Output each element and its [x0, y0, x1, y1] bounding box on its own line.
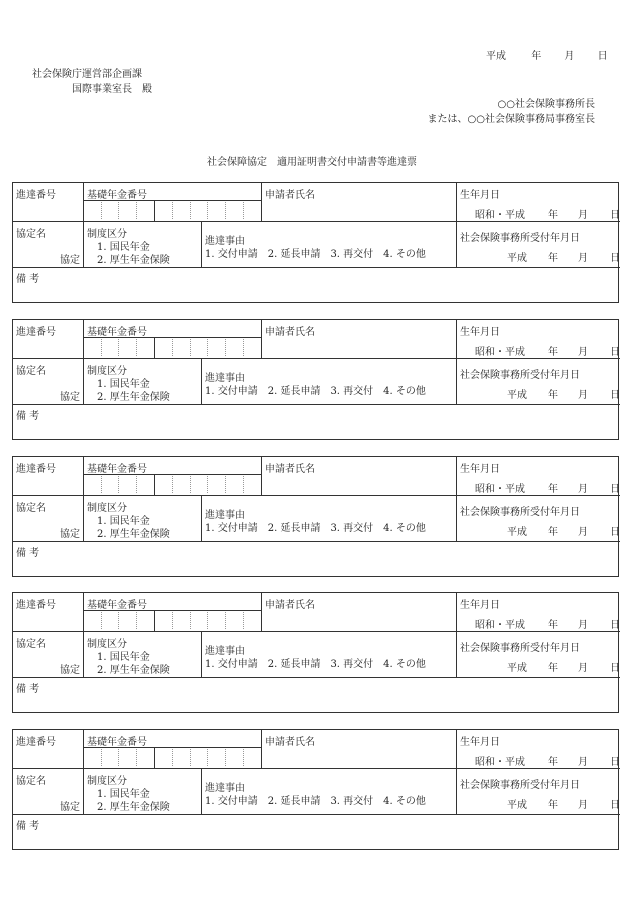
col-divider: [83, 593, 84, 677]
col-divider: [83, 320, 84, 404]
digit-separator: [225, 339, 226, 356]
office-month: 月: [578, 253, 588, 264]
col-divider: [83, 183, 84, 267]
system-option-employees-pension: 2. 厚生年金保険: [97, 255, 170, 266]
birth-month: 月: [578, 347, 588, 358]
digit-separator: [225, 749, 226, 766]
page-title: 社会保障協定 適用証明書交付申請書等進達票: [207, 157, 417, 168]
digit-separator: [243, 339, 244, 356]
agreement-suffix: 協定: [60, 529, 80, 540]
applicant-name-label: 申請者氏名: [265, 737, 315, 748]
digit-separator: [118, 339, 119, 356]
digit-separator: [118, 476, 119, 493]
office-era: 平成: [507, 800, 527, 811]
col-divider: [201, 358, 202, 404]
applicant-name-label: 申請者氏名: [265, 464, 315, 475]
birth-year: 年: [548, 347, 558, 358]
col-divider: [201, 495, 202, 541]
office-day: 日: [610, 800, 620, 811]
agreement-name-label: 協定名: [16, 229, 46, 240]
birth-era: 昭和・平成: [475, 347, 525, 358]
date-era: 平成: [486, 51, 506, 62]
office-received-label: 社会保険事務所受付年月日: [460, 233, 580, 244]
digit-separator: [243, 749, 244, 766]
digit-separator: [225, 202, 226, 219]
row-divider: [13, 631, 620, 632]
row-divider: [13, 267, 620, 268]
agreement-name-label: 協定名: [16, 776, 46, 787]
pension-no-group-divider: [154, 610, 155, 631]
applicant-name-label: 申請者氏名: [265, 327, 315, 338]
office-day: 日: [610, 253, 620, 264]
pension-no-label: 基礎年金番号: [87, 190, 147, 201]
col-divider: [261, 320, 262, 358]
transmittal-no-label: 進達番号: [16, 600, 56, 611]
digit-separator: [101, 476, 102, 493]
reason-label: 進達事由: [205, 373, 245, 384]
system-option-employees-pension: 2. 厚生年金保険: [97, 665, 170, 676]
birth-month: 月: [578, 620, 588, 631]
applicant-name-label: 申請者氏名: [265, 600, 315, 611]
birth-day: 日: [610, 484, 620, 495]
digit-separator: [136, 476, 137, 493]
remarks-label: 備 考: [16, 274, 40, 285]
col-divider: [261, 183, 262, 221]
col-divider: [201, 221, 202, 267]
transmittal-form-block: [12, 182, 619, 303]
transmittal-form-block: [12, 729, 619, 850]
system-option-employees-pension: 2. 厚生年金保険: [97, 392, 170, 403]
digit-separator: [207, 202, 208, 219]
digit-separator: [118, 749, 119, 766]
birth-month: 月: [578, 484, 588, 495]
col-divider: [456, 183, 457, 267]
digit-separator: [118, 202, 119, 219]
row-divider: [13, 768, 620, 769]
pension-no-label: 基礎年金番号: [87, 464, 147, 475]
office-year: 年: [548, 253, 558, 264]
row-divider: [13, 404, 620, 405]
digit-separator: [207, 612, 208, 629]
col-divider: [456, 320, 457, 404]
agreement-name-label: 協定名: [16, 639, 46, 650]
reason-label: 進達事由: [205, 783, 245, 794]
office-received-label: 社会保険事務所受付年月日: [460, 643, 580, 654]
col-divider: [456, 457, 457, 541]
col-divider: [261, 730, 262, 768]
system-option-national-pension: 1. 国民年金: [97, 652, 150, 663]
office-year: 年: [548, 800, 558, 811]
birth-date-label: 生年月日: [460, 464, 500, 475]
system-type-label: 制度区分: [87, 366, 127, 377]
birth-date-label: 生年月日: [460, 600, 500, 611]
system-option-employees-pension: 2. 厚生年金保険: [97, 802, 170, 813]
office-era: 平成: [507, 663, 527, 674]
office-day: 日: [610, 527, 620, 538]
sender-line2: または、○○社会保険事務局事務室長: [427, 114, 595, 125]
office-day: 日: [610, 663, 620, 674]
remarks-label: 備 考: [16, 821, 40, 832]
digit-separator: [101, 749, 102, 766]
row-divider: [13, 221, 620, 222]
digit-separator: [190, 339, 191, 356]
agreement-name-label: 協定名: [16, 503, 46, 514]
system-option-national-pension: 1. 国民年金: [97, 242, 150, 253]
reason-options: 1. 交付申請 2. 延長申請 3. 再交付 4. その他: [205, 386, 426, 397]
digit-separator: [207, 749, 208, 766]
col-divider: [261, 593, 262, 631]
office-received-label: 社会保険事務所受付年月日: [460, 780, 580, 791]
birth-year: 年: [548, 620, 558, 631]
sender-line1: ○○社会保険事務所長: [497, 99, 595, 110]
system-option-national-pension: 1. 国民年金: [97, 789, 150, 800]
digit-separator: [101, 339, 102, 356]
digit-separator: [136, 612, 137, 629]
digit-separator: [136, 749, 137, 766]
digit-separator: [225, 476, 226, 493]
digit-separator: [225, 612, 226, 629]
date-year: 年: [531, 51, 542, 62]
birth-date-label: 生年月日: [460, 327, 500, 338]
digit-separator: [190, 202, 191, 219]
transmittal-no-label: 進達番号: [16, 327, 56, 338]
col-divider: [201, 631, 202, 677]
digit-separator: [172, 612, 173, 629]
digit-separator: [207, 476, 208, 493]
transmittal-form-block: [12, 456, 619, 577]
date-day: 日: [597, 51, 608, 62]
pension-no-label: 基礎年金番号: [87, 327, 147, 338]
col-divider: [201, 768, 202, 814]
pension-no-group-divider: [154, 337, 155, 358]
digit-separator: [243, 612, 244, 629]
office-month: 月: [578, 390, 588, 401]
remarks-label: 備 考: [16, 548, 40, 559]
office-era: 平成: [507, 253, 527, 264]
row-divider: [13, 495, 620, 496]
reason-label: 進達事由: [205, 646, 245, 657]
transmittal-no-label: 進達番号: [16, 464, 56, 475]
system-type-label: 制度区分: [87, 503, 127, 514]
row-divider: [13, 814, 620, 815]
addressee-line2: 国際事業室長 殿: [72, 84, 152, 95]
digit-separator: [172, 476, 173, 493]
transmittal-no-label: 進達番号: [16, 737, 56, 748]
pension-no-label: 基礎年金番号: [87, 737, 147, 748]
reason-label: 進達事由: [205, 510, 245, 521]
office-era: 平成: [507, 527, 527, 538]
birth-date-label: 生年月日: [460, 737, 500, 748]
digit-separator: [190, 476, 191, 493]
date-month: 月: [564, 51, 575, 62]
digit-separator: [101, 612, 102, 629]
digit-separator: [243, 476, 244, 493]
agreement-name-label: 協定名: [16, 366, 46, 377]
office-received-label: 社会保険事務所受付年月日: [460, 507, 580, 518]
birth-day: 日: [610, 347, 620, 358]
transmittal-no-label: 進達番号: [16, 190, 56, 201]
birth-era: 昭和・平成: [475, 210, 525, 221]
reason-options: 1. 交付申請 2. 延長申請 3. 再交付 4. その他: [205, 659, 426, 670]
applicant-name-label: 申請者氏名: [265, 190, 315, 201]
agreement-suffix: 協定: [60, 802, 80, 813]
digit-separator: [172, 339, 173, 356]
birth-era: 昭和・平成: [475, 757, 525, 768]
agreement-suffix: 協定: [60, 255, 80, 266]
birth-day: 日: [610, 757, 620, 768]
office-month: 月: [578, 663, 588, 674]
agreement-suffix: 協定: [60, 392, 80, 403]
col-divider: [456, 593, 457, 677]
system-option-national-pension: 1. 国民年金: [97, 516, 150, 527]
birth-month: 月: [578, 757, 588, 768]
digit-separator: [190, 612, 191, 629]
reason-label: 進達事由: [205, 236, 245, 247]
office-year: 年: [548, 663, 558, 674]
birth-year: 年: [548, 210, 558, 221]
digit-separator: [243, 202, 244, 219]
office-received-label: 社会保険事務所受付年月日: [460, 370, 580, 381]
pension-no-group-divider: [154, 200, 155, 221]
system-option-national-pension: 1. 国民年金: [97, 379, 150, 390]
birth-era: 昭和・平成: [475, 484, 525, 495]
office-day: 日: [610, 390, 620, 401]
system-option-employees-pension: 2. 厚生年金保険: [97, 529, 170, 540]
birth-day: 日: [610, 210, 620, 221]
birth-year: 年: [548, 484, 558, 495]
col-divider: [83, 457, 84, 541]
row-divider: [13, 358, 620, 359]
digit-separator: [172, 749, 173, 766]
pension-no-group-divider: [154, 474, 155, 495]
date-line: [486, 47, 608, 62]
birth-year: 年: [548, 757, 558, 768]
digit-separator: [136, 202, 137, 219]
transmittal-form-block: [12, 319, 619, 440]
row-divider: [13, 677, 620, 678]
digit-separator: [136, 339, 137, 356]
office-era: 平成: [507, 390, 527, 401]
digit-separator: [172, 202, 173, 219]
col-divider: [261, 457, 262, 495]
birth-day: 日: [610, 620, 620, 631]
addressee-line1: 社会保険庁運営部企画課: [32, 69, 142, 80]
digit-separator: [118, 612, 119, 629]
digit-separator: [190, 749, 191, 766]
transmittal-form-block: [12, 592, 619, 713]
office-month: 月: [578, 527, 588, 538]
birth-era: 昭和・平成: [475, 620, 525, 631]
office-year: 年: [548, 390, 558, 401]
pension-no-label: 基礎年金番号: [87, 600, 147, 611]
digit-separator: [101, 202, 102, 219]
col-divider: [456, 730, 457, 814]
system-type-label: 制度区分: [87, 229, 127, 240]
birth-month: 月: [578, 210, 588, 221]
remarks-label: 備 考: [16, 684, 40, 695]
office-month: 月: [578, 800, 588, 811]
row-divider: [13, 541, 620, 542]
reason-options: 1. 交付申請 2. 延長申請 3. 再交付 4. その他: [205, 796, 426, 807]
agreement-suffix: 協定: [60, 665, 80, 676]
remarks-label: 備 考: [16, 411, 40, 422]
pension-no-group-divider: [154, 747, 155, 768]
col-divider: [83, 730, 84, 814]
reason-options: 1. 交付申請 2. 延長申請 3. 再交付 4. その他: [205, 523, 426, 534]
birth-date-label: 生年月日: [460, 190, 500, 201]
system-type-label: 制度区分: [87, 776, 127, 787]
reason-options: 1. 交付申請 2. 延長申請 3. 再交付 4. その他: [205, 249, 426, 260]
digit-separator: [207, 339, 208, 356]
office-year: 年: [548, 527, 558, 538]
system-type-label: 制度区分: [87, 639, 127, 650]
